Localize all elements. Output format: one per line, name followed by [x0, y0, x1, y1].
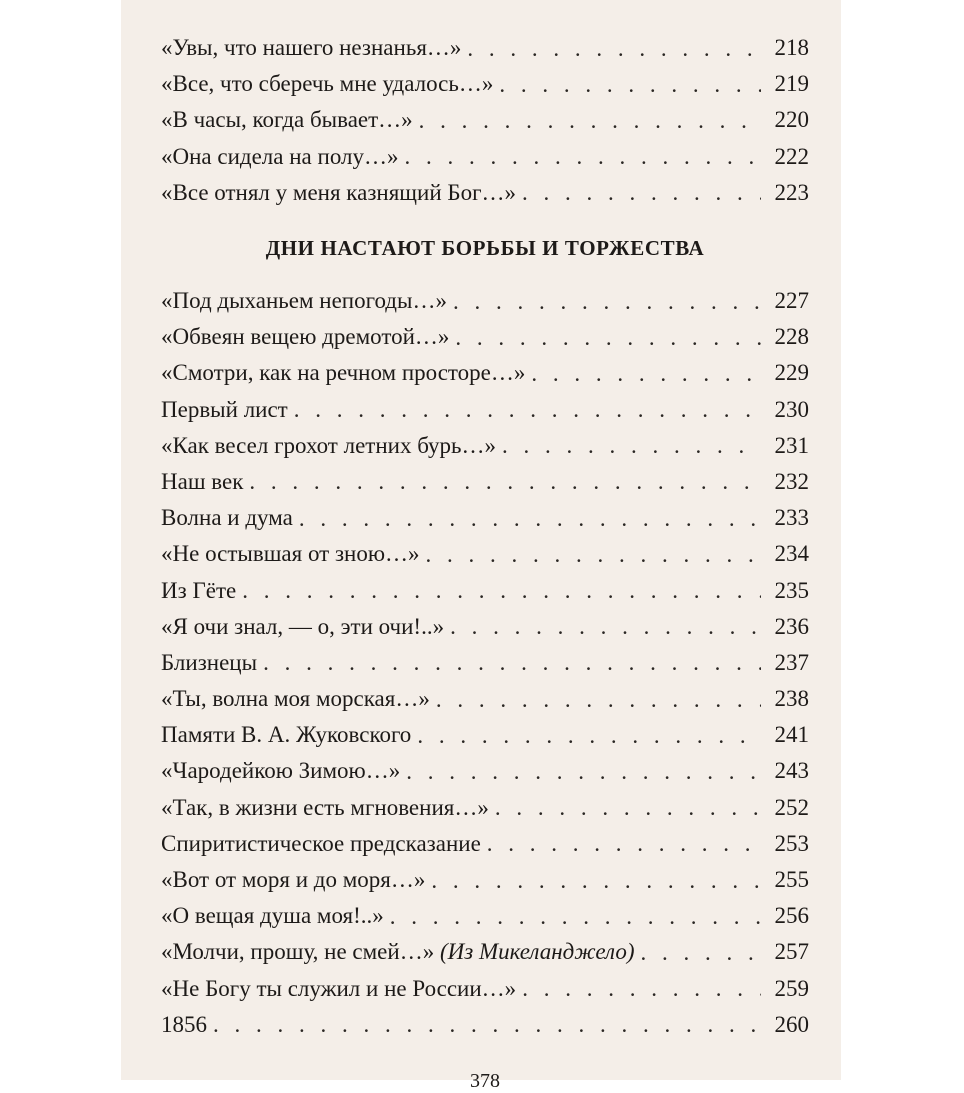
toc-entry-page: 237 [774, 649, 809, 675]
dot-leader [499, 73, 761, 96]
toc-entry-page: 229 [774, 360, 809, 386]
toc-entry [161, 500, 809, 536]
dot-leader [522, 977, 761, 1000]
toc-entry-title [161, 939, 634, 965]
toc-entry-title-text: «Так, в жизни есть мгновения…» [161, 794, 489, 820]
toc-entry-title [161, 686, 430, 712]
toc-entry [161, 717, 809, 753]
toc-entry-title [161, 288, 447, 314]
dot-leader [487, 832, 761, 855]
toc-entry-title-text: «Вот от моря и до моря…» [161, 867, 426, 893]
toc-entry-page: 232 [774, 468, 809, 494]
toc-entry-title-text: «Чародейкою Зимою…» [161, 758, 401, 784]
toc-entry-page: 259 [774, 975, 809, 1001]
dot-leader [417, 724, 761, 747]
dot-leader [531, 362, 761, 385]
toc-entry [161, 355, 809, 391]
toc-entry-title [161, 614, 444, 640]
toc-entry-page: 252 [774, 794, 809, 820]
dot-leader [450, 615, 761, 638]
dot-leader [242, 579, 761, 602]
toc-entry-title-text: «Она сидела на полу…» [161, 143, 399, 169]
toc-entry-page: 219 [774, 71, 809, 97]
toc-entry [161, 790, 809, 826]
dot-leader [522, 181, 761, 204]
dot-leader [426, 543, 761, 566]
toc-entry-title [161, 1012, 207, 1038]
toc-entry-note: (Из Микеланджело) [439, 939, 635, 965]
toc-entry-title-text: «Ты, волна моя морская…» [161, 686, 430, 712]
toc-entry-title-text: «Не Богу ты служил и не России…» [161, 975, 517, 1001]
dot-leader [436, 688, 761, 711]
toc-entry-title [161, 324, 449, 350]
toc-entry-title-text: «Все отнял у меня казнящий Бог…» [161, 179, 517, 205]
toc-entry-page: 227 [774, 288, 809, 314]
dot-leader [390, 905, 761, 928]
dot-leader [640, 941, 761, 964]
toc-entry-title [161, 107, 413, 133]
toc-entry-page: 260 [774, 1011, 809, 1037]
toc-group-before [161, 30, 809, 211]
toc-entry [161, 645, 809, 681]
toc-entry-page: 228 [774, 324, 809, 350]
toc-entry-title-text: «Молчи, прошу, не смей…» [161, 939, 435, 965]
dot-leader [502, 434, 761, 457]
toc-entry [161, 283, 809, 319]
toc-entry [161, 30, 809, 66]
toc-entry-title [161, 35, 461, 61]
toc-entry [161, 1007, 809, 1043]
toc-entry [161, 862, 809, 898]
toc-entry-title-text: «Как весел грохот летних бурь…» [161, 432, 497, 458]
dot-leader [453, 290, 761, 313]
toc-entry-page: 255 [774, 867, 809, 893]
toc-entry-title [161, 144, 399, 170]
toc-entry-title [161, 469, 243, 495]
toc-entry [161, 102, 809, 138]
toc-entry-title [161, 578, 236, 604]
toc-entry [161, 392, 809, 428]
toc-entry-title [161, 650, 257, 676]
toc-entry-page: 243 [774, 758, 809, 784]
toc-entry-title-text: «Не остывшая от зною…» [161, 541, 420, 567]
toc-entry-title [161, 831, 481, 857]
toc-entry-title [161, 71, 493, 97]
toc-entry-page: 234 [774, 541, 809, 567]
toc-entry-page: 241 [774, 722, 809, 748]
dot-leader [495, 796, 761, 819]
toc-entry-title-text: «Все, что сберечь мне удалось…» [161, 71, 494, 97]
toc-entry [161, 971, 809, 1007]
toc-entry-page: 222 [774, 143, 809, 169]
toc-entry [161, 898, 809, 934]
dot-leader [419, 109, 761, 132]
toc-entry [161, 464, 809, 500]
dot-leader [467, 37, 761, 60]
toc-entry-title [161, 433, 496, 459]
toc-entry [161, 826, 809, 862]
toc-entry-title [161, 360, 525, 386]
toc-entry [161, 572, 809, 608]
toc-entry-page: 257 [774, 939, 809, 965]
toc-entry [161, 139, 809, 175]
toc-entry [161, 319, 809, 355]
toc-entry-title [161, 758, 400, 784]
dot-leader [431, 869, 761, 892]
toc-entry-title-text: «Смотри, как на речном просторе…» [161, 360, 526, 386]
dot-leader [406, 760, 761, 783]
toc-entry-title [161, 903, 384, 929]
toc-entry-title-text: 1856 [161, 1011, 207, 1037]
toc-entry-title [161, 722, 411, 748]
toc-entry-title-text: «Увы, что нашего незнанья…» [161, 35, 462, 61]
toc-entry-page: 230 [774, 396, 809, 422]
toc-entry-page: 220 [774, 107, 809, 133]
toc-entry [161, 536, 809, 572]
toc-entry-title-text: «Я очи знал, — о, эти очи!..» [161, 613, 445, 639]
toc-entry [161, 934, 809, 970]
toc-entry-page: 236 [774, 613, 809, 639]
toc-entry-page: 233 [774, 505, 809, 531]
toc-entry-title [161, 976, 516, 1002]
toc-entry-title [161, 505, 293, 531]
toc-entry [161, 428, 809, 464]
toc-entry-title-text: «В часы, когда бывает…» [161, 107, 413, 133]
toc-entry-page: 218 [774, 35, 809, 61]
toc-group-after [161, 283, 809, 1043]
toc-entry-page: 235 [774, 577, 809, 603]
toc-entry-title [161, 397, 288, 423]
toc-entry-title-text: «Обвеян вещею дремотой…» [161, 324, 450, 350]
page-folio: 378 [470, 1070, 500, 1092]
toc-entry-title-text: Волна и дума [161, 505, 293, 531]
table-of-contents [161, 30, 809, 1043]
toc-entry [161, 175, 809, 211]
toc-entry-title [161, 795, 489, 821]
toc-entry-title-text: Наш век [161, 468, 244, 494]
toc-entry [161, 681, 809, 717]
dot-leader [249, 470, 761, 493]
toc-entry-title-text: Первый лист [161, 396, 288, 422]
toc-entry [161, 609, 809, 645]
dot-leader [263, 651, 761, 674]
toc-entry-title-text: Памяти В. А. Жуковского [161, 722, 412, 748]
toc-entry-page: 256 [774, 903, 809, 929]
toc-entry [161, 66, 809, 102]
toc-entry-title-text: Спиритистическое предсказание [161, 830, 481, 856]
toc-entry [161, 753, 809, 789]
toc-entry-page: 231 [774, 432, 809, 458]
toc-entry-title [161, 541, 420, 567]
toc-entry-title-text: «Под дыханьем непогоды…» [161, 288, 447, 314]
toc-entry-page: 223 [774, 179, 809, 205]
toc-entry-title-text: «О вещая душа моя!..» [161, 903, 384, 929]
dot-leader [405, 145, 762, 168]
dot-leader [455, 326, 761, 349]
toc-entry-title [161, 180, 516, 206]
dot-leader [294, 398, 761, 421]
dot-leader [213, 1013, 761, 1036]
toc-entry-title-text: Близнецы [161, 649, 258, 675]
toc-entry-page: 238 [774, 686, 809, 712]
toc-entry-title [161, 867, 425, 893]
toc-entry-page: 253 [774, 830, 809, 856]
section-heading: ДНИ НАСТАЮТ БОРЬБЫ И ТОРЖЕСТВА [265, 236, 705, 261]
dot-leader [299, 507, 761, 530]
toc-entry-title-text: Из Гёте [161, 577, 237, 603]
